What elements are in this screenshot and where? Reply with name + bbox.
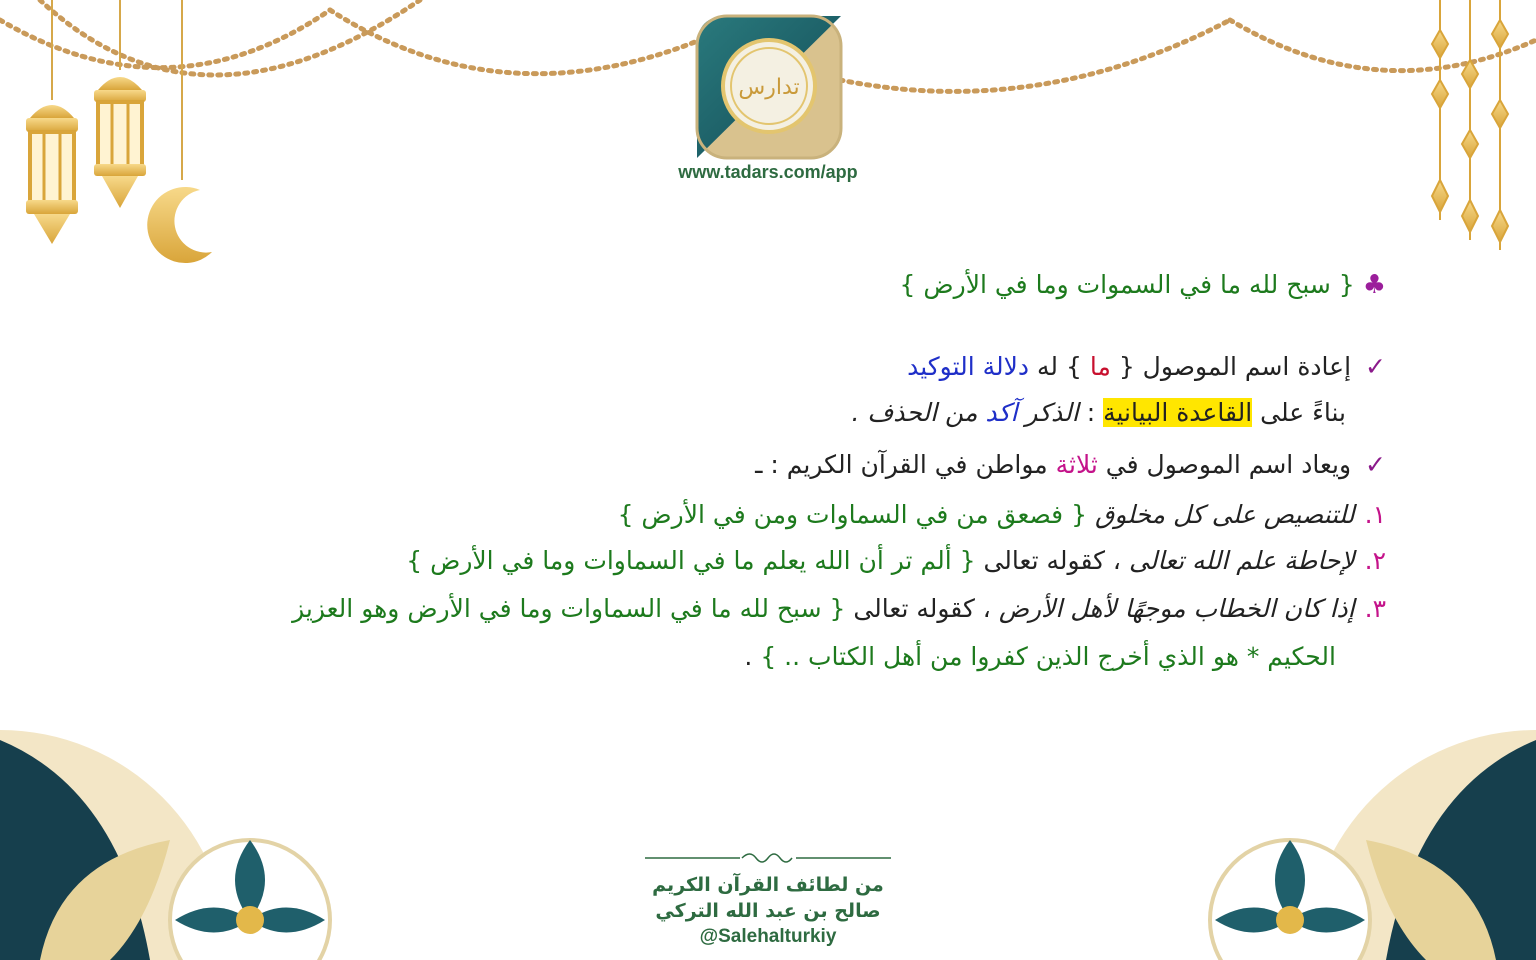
floral-corner-left xyxy=(0,730,330,960)
numbered-item-3 xyxy=(292,594,1386,623)
footer-author: صالح بن عبد الله التركي xyxy=(655,900,881,922)
item-2-verse: { ألم تر أن الله يعلم ما في السماوات وما في الأرض } xyxy=(406,546,976,575)
footer-title: من لطائف القرآن الكريم xyxy=(652,874,884,896)
point-1-emphasis: دلالة التوكيد xyxy=(907,352,1030,381)
point-2 xyxy=(755,450,1386,479)
crescent-moon-icon xyxy=(147,0,212,263)
item-2-label: لإحاطة علم الله تعالى xyxy=(1128,546,1355,575)
club-icon: ♣ xyxy=(1362,270,1386,300)
lantern-left-2 xyxy=(94,0,146,208)
item-3-verse-2: الحكيم * هو الذي أخرج الذين كفروا من أهل الكتاب .. } xyxy=(760,642,1336,671)
verse-heading-text: { سبح لله ما في السموات وما في الأرض } xyxy=(899,270,1355,299)
point-2-suffix: مواطن في القرآن الكريم : ـ xyxy=(755,450,1048,479)
rule-part-1: الذكر xyxy=(1025,398,1079,427)
rule-part-2: من الحذف . xyxy=(851,398,978,427)
check-icon: ✓ xyxy=(1365,352,1386,381)
item-2-number: ٢. xyxy=(1364,546,1386,575)
footer-handle[interactable]: @Salehalturkiy xyxy=(699,926,837,947)
rule-colon: : xyxy=(1086,398,1096,427)
item-1-number: ١. xyxy=(1364,500,1386,529)
item-3-label: إذا كان الخطاب موجهًا لأهل الأرض xyxy=(998,594,1355,623)
tadars-logo xyxy=(697,16,841,158)
point-1-mid: } له xyxy=(1037,352,1082,381)
numbered-item-3-cont xyxy=(744,642,1336,671)
point-1 xyxy=(907,352,1386,381)
footer-credits xyxy=(600,872,936,950)
item-2-mid: ، كقوله تعالى xyxy=(983,546,1122,575)
item-3-number: ٣. xyxy=(1364,594,1386,623)
item-3-mid: ، كقوله تعالى xyxy=(853,594,991,623)
point-2-prefix: ويعاد اسم الموصول في xyxy=(1105,450,1352,479)
item-3-verse-1: { سبح لله ما في السماوات وما في الأرض وهو العزيز xyxy=(292,594,846,623)
point-2-three: ثلاثة xyxy=(1055,450,1098,479)
check-icon: ✓ xyxy=(1365,450,1386,479)
site-url[interactable]: www.tadars.com/app xyxy=(678,162,858,182)
point-1-ma: ما xyxy=(1089,352,1111,381)
item-1-label: للتنصيص على كل مخلوق xyxy=(1094,500,1355,529)
point-1b-prefix: بناءً على xyxy=(1260,398,1346,427)
footer-divider xyxy=(645,854,891,862)
verse-heading xyxy=(900,270,1386,300)
item-1-verse: { فصعق من في السماوات ومن في الأرض } xyxy=(617,500,1087,529)
point-1-rule xyxy=(851,398,1346,427)
numbered-item-2 xyxy=(406,546,1386,575)
numbered-item-1 xyxy=(618,500,1386,529)
rule-highlight: القاعدة البيانية xyxy=(1103,398,1253,427)
hanging-ornaments-right xyxy=(1432,0,1508,250)
logo-text: تدارس xyxy=(738,75,800,100)
point-1-prefix: إعادة اسم الموصول { xyxy=(1118,352,1352,381)
floral-corner-right xyxy=(1210,730,1536,960)
rule-akad: آكد xyxy=(985,398,1018,427)
item-3-end: . xyxy=(744,642,753,671)
